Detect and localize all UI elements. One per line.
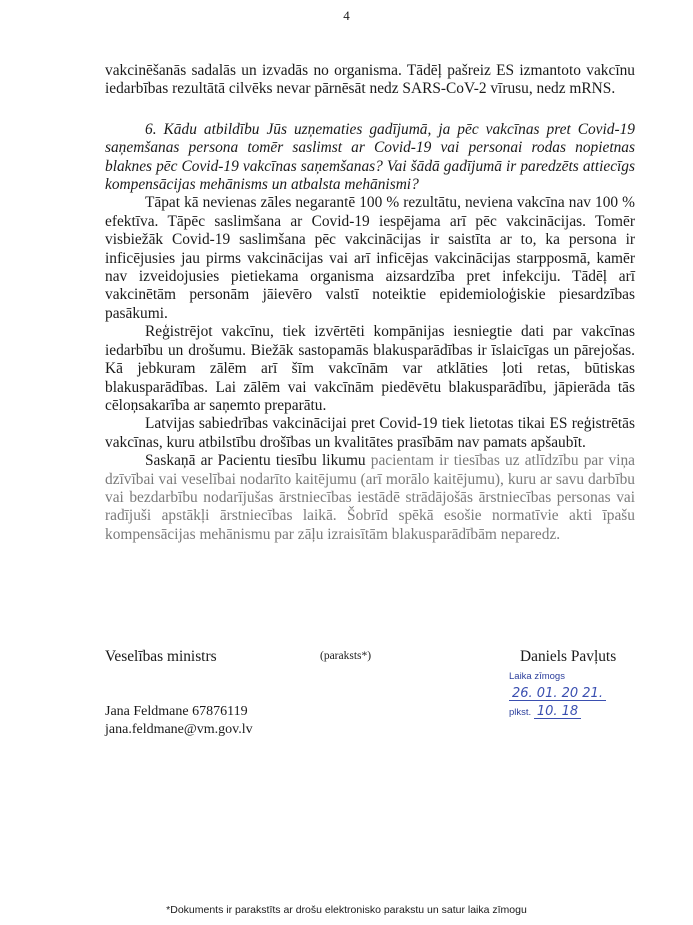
minister-title: Veselības ministrs	[105, 648, 217, 665]
page-number: 4	[343, 8, 350, 23]
question-6: 6. Kādu atbildību Jūs uzņematies gadījumā, ja pēc vakcīnas pret Covid-19 saņemšanas persona tomēr saslimst ar Covid-19 vai personai rodas nopietnas blaknes pēc Covid-19 vakcīnas saņemšanas? Vai šādā gadījumā ir paredzēts attiecīgs kompensācijas mehānisms un atbalsta mehānismi?	[105, 120, 635, 194]
stamp-date: 26. 01. 20 21.	[509, 688, 606, 701]
paragraph-efficacy: Tāpat kā nevienas zāles negarantē 100 % rezultātu, neviena vakcīna nav 100 % efektīva. Tāpēc saslimšana ar Covid-19 iespējama arī pēc vakcinācijas. Tomēr visbiežāk Covid-19 saslimšana pēc vakcinācijas ir saistīta ar to, ka persona ir inficējusies jau pirms vakcinācijas vai arī inficējas vakcinācijas starpposmā, kamēr nav izveidojusies pietiekama organisma aizsardzība pret infekciju. Tādēļ arī vakcinētām personām jāievēro valstī noteiktie epidemioloģiskie piesardzības pasākumi.	[105, 194, 635, 322]
paragraph-eu-vaccines: Latvijas sabiedrības vakcinācijai pret Covid-19 tiek lietotas tikai ES reģistrētās vakcīnas, kuru atbilstību drošības un kvalitātes prasībām nav pamats apšaubīt.	[105, 415, 635, 451]
signature-mark: (paraksts*)	[320, 650, 372, 662]
contact-name-phone: Jana Feldmane 67876119	[105, 704, 248, 719]
paragraph-continuation: vakcinēšanās sadalās un izvadās no organisma. Tādēļ pašreiz ES izmantoto vakcīnu iedarbības rezultātā cilvēks nevar pārnēsāt nedz SARS-CoV-2 vīrusu, nedz mRNS.	[105, 62, 635, 98]
contact-block	[105, 703, 253, 739]
timestamp-stamp	[509, 668, 659, 722]
patient-rights-lead: Saskaņā ar Pacientu tiesību likumu	[145, 452, 371, 470]
signature-footnote: *Dokuments ir parakstīts ar drošu elektronisko parakstu un satur laika zīmogu	[166, 904, 527, 916]
stamp-time-label: plkst.	[509, 707, 532, 718]
stamp-date-line	[509, 668, 659, 704]
paragraph-patient-rights	[105, 452, 635, 544]
contact-email: jana.feldmane@vm.gov.lv	[105, 722, 253, 737]
stamp-time: 10. 18	[534, 706, 581, 719]
stamp-time-line	[509, 704, 659, 722]
patient-rights-text: pacientam ir tiesības uz atlīdzību par viņa dzīvībai vai veselībai nodarīto kaitējumu (arī morālo kaitējumu), kuru ar savu darbību vai bezdarbību nodarījušas ārstniecības iestādē strādājošās ārstniecības personas vai radījuši apstākļi ārstniecības laikā. Šobrīd spēkā esošie normatīvie akti īpašu kompensācijas mehānismu par zāļu izraisītām blakusparādībām neparedz.	[105, 452, 635, 543]
minister-name: Daniels Pavļuts	[520, 648, 617, 665]
paragraph-registration: Reģistrējot vakcīnu, tiek izvērtēti kompānijas iesniegtie dati par vakcīnas iedarbību un drošumu. Biežāk sastopamās blakusparādības ir īslaicīgas un pārejošas. Kā jebkuram zālēm arī šīm vakcīnām var atklāties ļoti retas, būtiskas blakusparādības. Lai zālēm vai vakcīnām piedēvētu blakusparādību, jāpierāda tās cēloņsakarība ar saņemto preparātu.	[105, 323, 635, 414]
stamp-label: Laika zīmogs	[509, 671, 565, 682]
letter-body	[105, 62, 635, 544]
